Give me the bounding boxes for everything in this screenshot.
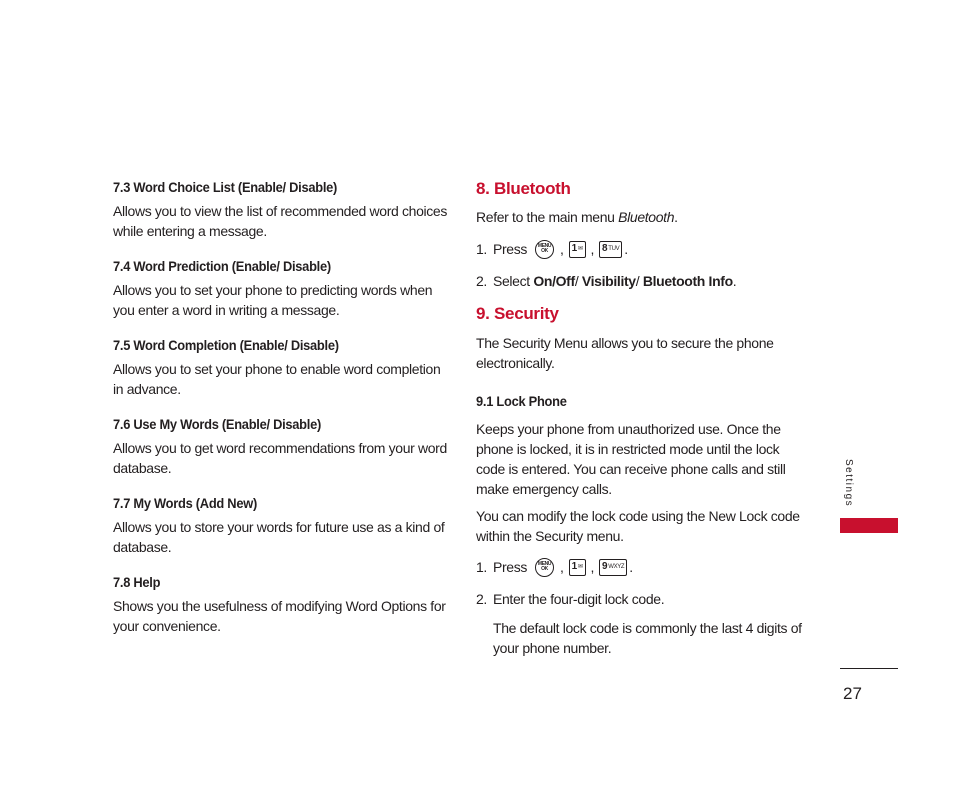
section-word-completion bbox=[113, 334, 448, 399]
step-label: Press bbox=[493, 241, 528, 257]
separator: , bbox=[560, 559, 564, 575]
option-on-off: On/Off bbox=[533, 273, 575, 289]
left-column bbox=[113, 176, 448, 650]
lock-phone-para-2: You can modify the lock code using the New Lock code within the Security menu. bbox=[476, 508, 800, 544]
step-label: Select bbox=[493, 273, 534, 289]
intro-menu-name: Bluetooth bbox=[618, 209, 675, 225]
security-heading: 9. Security bbox=[476, 304, 559, 323]
section-heading: 7.3 Word Choice List (Enable/ Disable) bbox=[113, 179, 338, 195]
key-letters: ✉ bbox=[577, 564, 583, 570]
separator: / bbox=[635, 273, 643, 289]
security-step-2 bbox=[476, 589, 808, 609]
lock-code-note: The default lock code is commonly the last 4 digits of your phone number. bbox=[493, 620, 802, 656]
key-digit: 9 bbox=[602, 561, 608, 572]
section-tab-marker bbox=[840, 518, 898, 533]
key-9-icon bbox=[599, 559, 627, 576]
bluetooth-intro bbox=[476, 207, 808, 227]
lock-phone-heading: 9.1 Lock Phone bbox=[476, 393, 567, 409]
section-text: Allows you to set your phone to predicting words when you enter a word in writing a message. bbox=[113, 282, 433, 318]
bluetooth-step-2 bbox=[476, 271, 808, 291]
key-digit: 8 bbox=[602, 243, 608, 254]
step-end: . bbox=[624, 241, 628, 257]
separator: / bbox=[574, 273, 582, 289]
separator: , bbox=[590, 559, 595, 575]
step-label: Press bbox=[493, 559, 528, 575]
section-text: Allows you to get word recommendations from your word database. bbox=[113, 440, 447, 476]
section-tab-label: Settings bbox=[843, 459, 854, 508]
page-number: 27 bbox=[843, 684, 862, 703]
section-use-my-words bbox=[113, 413, 448, 478]
section-heading: 7.4 Word Prediction (Enable/ Disable) bbox=[113, 258, 331, 274]
security-intro: The Security Menu allows you to secure the phone electronically. bbox=[476, 335, 774, 371]
step-number: 1. bbox=[476, 559, 487, 575]
key-1-icon bbox=[569, 241, 586, 258]
section-text: Allows you to store your words for future use as a kind of database. bbox=[113, 519, 445, 555]
section-my-words bbox=[113, 492, 448, 557]
key-letters: ✉ bbox=[577, 246, 583, 252]
section-heading: 7.6 Use My Words (Enable/ Disable) bbox=[113, 416, 321, 432]
step-end: . bbox=[629, 559, 633, 575]
key-8-icon bbox=[599, 241, 622, 258]
key-1-icon bbox=[569, 559, 586, 576]
step-number: 2. bbox=[476, 591, 487, 607]
section-heading: 7.5 Word Completion (Enable/ Disable) bbox=[113, 337, 339, 353]
key-letters: WXYZ bbox=[608, 564, 625, 570]
step-number: 2. bbox=[476, 273, 487, 289]
intro-suffix: . bbox=[674, 209, 678, 225]
separator: , bbox=[590, 241, 595, 257]
section-text: Shows you the usefulness of modifying Word Options for your convenience. bbox=[113, 598, 446, 634]
key-letters: TUV bbox=[608, 246, 620, 252]
bluetooth-heading: 8. Bluetooth bbox=[476, 179, 571, 198]
option-bluetooth-info: Bluetooth Info bbox=[642, 273, 733, 289]
step-end: . bbox=[732, 273, 737, 289]
section-word-prediction bbox=[113, 255, 448, 320]
right-column bbox=[476, 176, 808, 658]
option-visibility: Visibility bbox=[581, 273, 636, 289]
intro-prefix: Refer to the main menu bbox=[476, 209, 619, 225]
section-text: Allows you to view the list of recommended word choices while entering a message. bbox=[113, 203, 448, 239]
security-step-1 bbox=[476, 557, 808, 577]
page-number-rule bbox=[840, 668, 898, 669]
lock-phone-para-1: Keeps your phone from unauthorized use. Once the phone is locked, it is in restricted mode until the lock code is entered. You can receive phone calls and still make emergency calls. bbox=[476, 421, 786, 497]
key-digit: 1 bbox=[571, 561, 577, 572]
separator: , bbox=[560, 241, 564, 257]
step-number: 1. bbox=[476, 241, 487, 257]
section-text: Allows you to set your phone to enable word completion in advance. bbox=[113, 361, 441, 397]
key-digit: 1 bbox=[571, 243, 577, 254]
step-label: Enter the four-digit lock code. bbox=[493, 591, 665, 607]
bluetooth-step-1 bbox=[476, 239, 808, 259]
menu-ok-key-icon: MENU OK bbox=[535, 240, 554, 259]
section-heading: 7.7 My Words (Add New) bbox=[113, 495, 257, 511]
section-help bbox=[113, 571, 448, 636]
section-heading: 7.8 Help bbox=[113, 574, 161, 590]
section-word-choice-list bbox=[113, 176, 448, 241]
menu-ok-key-icon: MENU OK bbox=[535, 558, 554, 577]
